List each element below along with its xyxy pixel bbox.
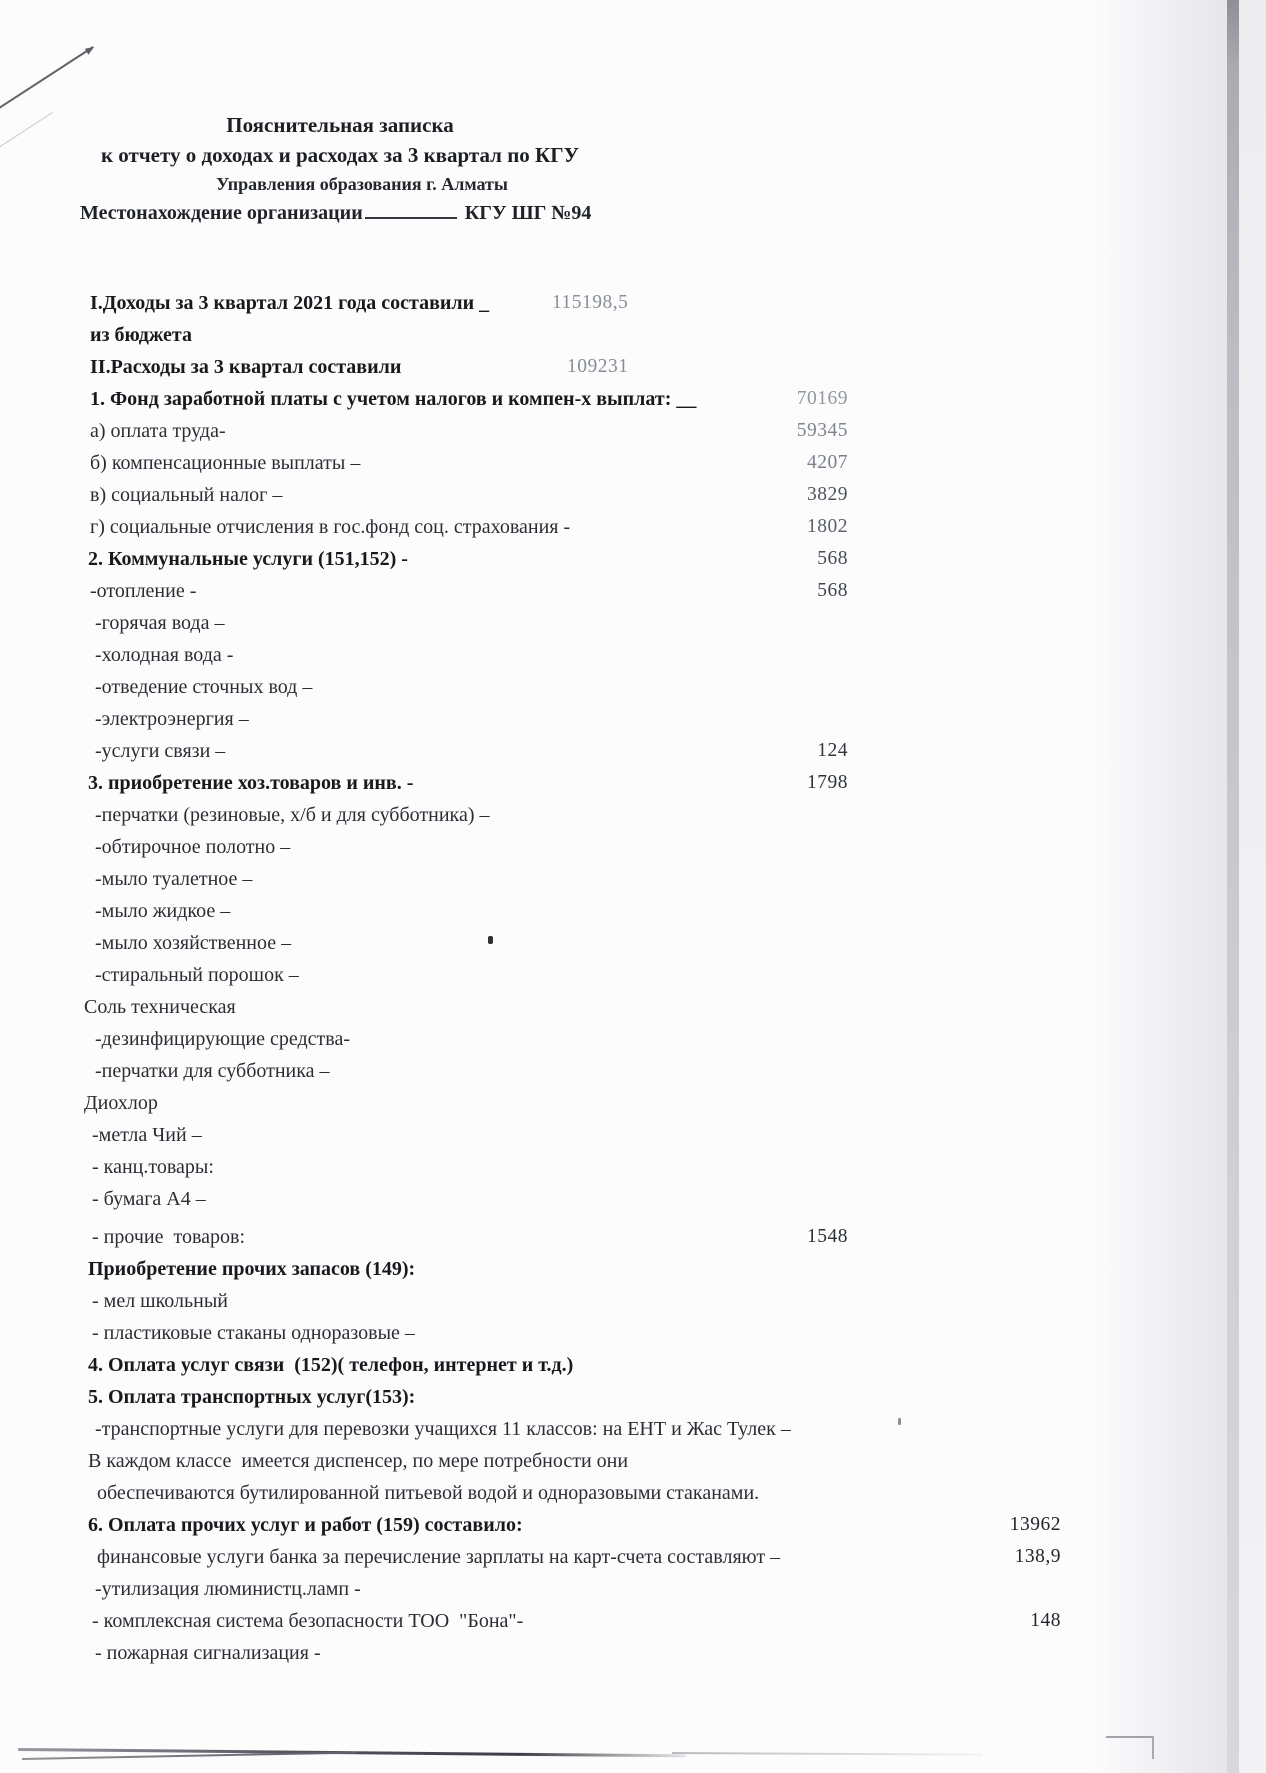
document-line (0, 703, 1266, 735)
document-line (0, 639, 1266, 671)
document-line (0, 575, 1266, 607)
line-text: -метла Чий – (92, 1124, 202, 1146)
line-value: 148 (1030, 1610, 1061, 1631)
document-line (0, 767, 1266, 799)
document-line (0, 799, 1266, 831)
document-line (0, 1477, 1266, 1509)
line-value: 70169 (796, 388, 848, 409)
line-text: Соль техническая (84, 996, 236, 1018)
line-text: финансовые услуги банка за перечисление зарплаты на карт-счета составляют – (97, 1546, 781, 1568)
document-line (0, 415, 1266, 447)
document-line (0, 1541, 1266, 1573)
document-line (0, 1221, 1266, 1253)
line-text: - пожарная сигнализация - (95, 1642, 321, 1664)
line-text: б) компенсационные выплаты – (90, 452, 361, 474)
document-line (0, 671, 1266, 703)
line-text: -стиральный порошок – (95, 964, 299, 986)
line-text: - канц.товары: (92, 1156, 214, 1178)
line-text: Приобретение прочих запасов (149): (88, 1258, 416, 1280)
line-value: 568 (817, 580, 848, 601)
document-line (0, 543, 1266, 575)
location-blank-underline (365, 199, 457, 219)
document-line (0, 735, 1266, 767)
document-line (0, 863, 1266, 895)
document-line (0, 1317, 1266, 1349)
document-line (0, 1151, 1266, 1183)
organization-location-line (80, 199, 1180, 227)
page-edge-line-faint (672, 1752, 982, 1755)
line-text: г) социальные отчисления в гос.фонд соц. страхования - (90, 516, 571, 538)
line-value: 1548 (807, 1226, 848, 1247)
document-line (0, 319, 1266, 351)
document-line (0, 1055, 1266, 1087)
document-line (0, 927, 1266, 959)
line-text: 4. Оплата услуг связи (152)( телефон, интернет и т.д.) (88, 1354, 574, 1376)
document-line (0, 1285, 1266, 1317)
document-line (0, 1637, 1266, 1669)
line-text: - мел школьный (92, 1290, 228, 1312)
line-text: -перчатки для субботника – (95, 1060, 330, 1082)
line-value: 4207 (807, 452, 848, 473)
document-line (0, 1509, 1266, 1541)
line-text: обеспечиваются бутилированной питьевой водой и одноразовыми стаканами. (97, 1482, 760, 1504)
line-value: 1802 (807, 516, 848, 537)
document-title: Пояснительная записка (226, 113, 454, 137)
location-value: КГУ ШГ №94 (464, 202, 592, 224)
line-text: из бюджета (90, 324, 193, 346)
document-line (0, 351, 1266, 383)
scan-shadow-bottom (0, 1757, 1266, 1773)
pen-mark-arrowhead (85, 44, 96, 55)
document-line (0, 1605, 1266, 1637)
line-text: -мыло жидкое – (95, 900, 231, 922)
line-text: -утилизация люминистц.ламп - (95, 1578, 361, 1600)
document-line (0, 607, 1266, 639)
line-text: - комплексная система безопасности ТОО "Бона"- (92, 1610, 524, 1632)
line-text: -отведение сточных вод – (95, 676, 313, 698)
document-line (0, 1573, 1266, 1605)
line-text: -электроэнергия – (95, 708, 249, 730)
line-text: 5. Оплата транспортных услуг(153): (88, 1386, 416, 1408)
line-value: 115198,5 (552, 292, 629, 313)
line-text: I.Доходы за 3 квартал 2021 года составили _ (90, 292, 490, 314)
line-text: В каждом классе имеется диспенсер, по мере потребности они (88, 1450, 629, 1472)
line-text: в) социальный налог – (90, 484, 283, 506)
line-text: -перчатки (резиновые, х/б и для субботника) – (95, 804, 490, 826)
document-line (0, 831, 1266, 863)
line-value: 13962 (1009, 1514, 1061, 1535)
line-text: а) оплата труда- (90, 420, 226, 442)
line-value: 1798 (807, 772, 848, 793)
line-text: II.Расходы за 3 квартал составили (90, 356, 402, 378)
document-organization: Управления образования г. Алматы (216, 174, 508, 194)
line-text: -дезинфицирующие средства- (95, 1028, 350, 1050)
document-subtitle: к отчету о доходах и расходах за 3 квартал по КГУ (100, 143, 580, 167)
document-line (0, 959, 1266, 991)
document-line (0, 447, 1266, 479)
document-line (0, 1119, 1266, 1151)
line-text: - пластиковые стаканы одноразовые – (92, 1322, 415, 1344)
document-line (0, 511, 1266, 543)
line-text: -мыло хозяйственное – (95, 932, 292, 954)
document-line (0, 1445, 1266, 1477)
document-line (0, 1183, 1266, 1215)
document-line (0, 895, 1266, 927)
line-value: 59345 (796, 420, 848, 441)
line-text: - прочие товаров: (92, 1226, 246, 1248)
page-edge-line (18, 1748, 686, 1757)
line-value: 3829 (807, 484, 848, 505)
line-text: 2. Коммунальные услуги (151,152) - (88, 548, 408, 570)
pen-mark-diagonal (0, 46, 94, 111)
document-line (0, 287, 1266, 319)
document-line (0, 991, 1266, 1023)
document-line (0, 383, 1266, 415)
line-text: 6. Оплата прочих услуг и работ (159) составило: (88, 1514, 523, 1536)
line-text: -обтирочное полотно – (95, 836, 291, 858)
line-text: -транспортные услуги для перевозки учащихся 11 классов: на ЕНТ и Жас Тулек – (95, 1418, 791, 1440)
corner-mark-vertical (1152, 1736, 1154, 1759)
document-header (0, 110, 680, 198)
line-value: 124 (817, 740, 848, 761)
line-text: -горячая вода – (95, 612, 225, 634)
line-value: 109231 (567, 356, 629, 377)
document-line (0, 1087, 1266, 1119)
document-line (0, 1349, 1266, 1381)
line-text: - бумага А4 – (92, 1188, 206, 1210)
document-line (0, 1413, 1266, 1445)
line-text: -услуги связи – (95, 740, 226, 762)
corner-mark-horizontal (1106, 1736, 1154, 1738)
document-lines (0, 287, 1266, 1669)
line-value: 568 (817, 548, 848, 569)
page-edge-line-2 (22, 1752, 357, 1760)
line-text: -отопление - (90, 580, 197, 602)
document-line (0, 1023, 1266, 1055)
location-label: Местонахождение организации (80, 202, 363, 224)
document-line (0, 479, 1266, 511)
line-text: -мыло туалетное – (95, 868, 253, 890)
document-line (0, 1253, 1266, 1285)
line-value: 138,9 (1014, 1546, 1061, 1567)
line-text: 1. Фонд заработной платы с учетом налогов и компен-х выплат: __ (90, 388, 697, 410)
line-text: Диохлор (84, 1092, 158, 1114)
line-text: -холодная вода - (95, 644, 234, 666)
document-line (0, 1381, 1266, 1413)
line-text: 3. приобретение хоз.товаров и инв. - (88, 772, 414, 794)
